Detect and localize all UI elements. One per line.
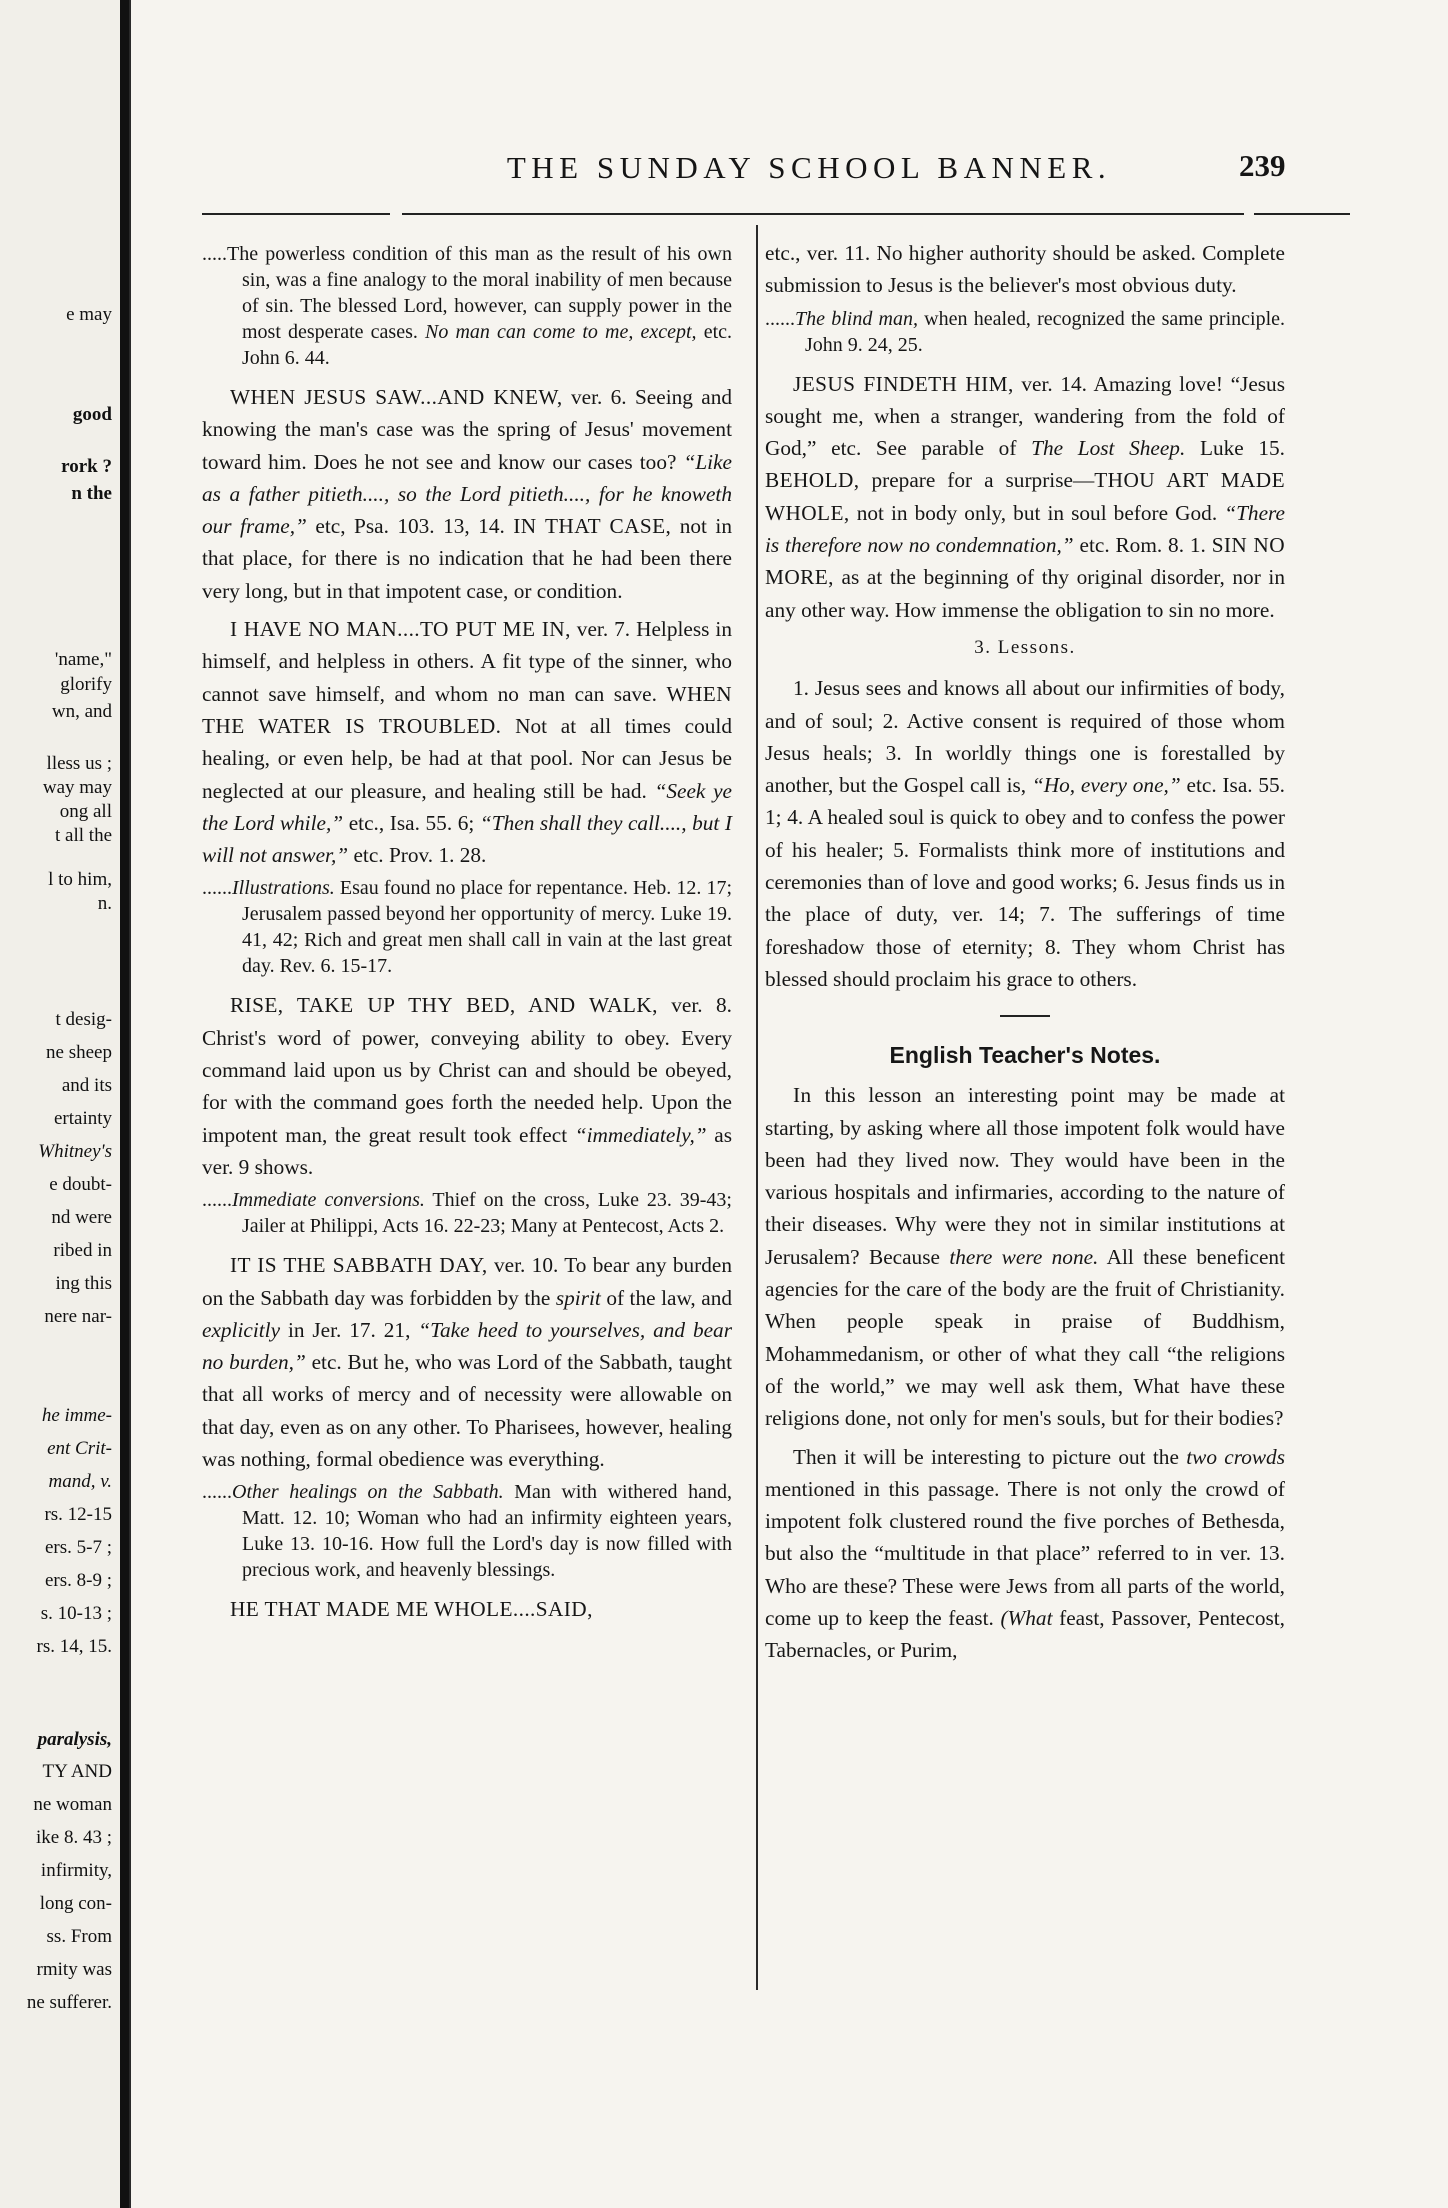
section-separator — [1000, 1015, 1050, 1017]
body-text: as ver. 9 shows. — [202, 1122, 733, 1179]
facing-page-line: and its — [61, 1075, 112, 1096]
note-text: .....The powerless condition of this man as the result of his own sin, was a fine analogy to the moral inability of men because of sin. The blessed Lord, however, can supply power in the most desperate cases. — [202, 243, 732, 343]
running-head: THE SUNDAY SCHOOL BANNER. — [506, 150, 1112, 185]
verse-heading: WHEN JESUS SAW...AND KNEW, — [230, 385, 563, 409]
header-rule-middle — [402, 213, 1244, 215]
body-text: ver. 14. Amazing love! “Jesus sought me, when a stranger, wandering from the fold of God,” etc. See parable of — [765, 371, 1285, 461]
verse-heading: WHEN THE WATER IS TROUBLED. — [202, 681, 732, 738]
body-text: 1. Jesus sees and knows all about our infirmities of body, and of soul; 2. Active consent is required of those whom Jesus heals; 3. In worldly things one is forestalled by another, but the Gospel call is, — [765, 676, 1285, 798]
note-blind-man — [765, 306, 1285, 358]
quotation: “Ho, every one,” — [1031, 773, 1181, 798]
emphasis: spirit — [555, 1285, 601, 1310]
header-rule-left — [202, 213, 390, 215]
note-italic: No man can come to me, except, — [425, 321, 697, 343]
note-text: when healed, recognized the same principle. John 9. 24, 25. — [805, 307, 1286, 356]
note-leader: ...... — [765, 307, 795, 330]
facing-page-line: rs. 14, 15. — [36, 1636, 112, 1657]
quotation: “Like as a father pitieth...., so the Lord pitieth...., for he knoweth our frame,” — [202, 449, 732, 539]
facing-page-line: 'name," — [54, 649, 112, 670]
facing-page-line: way may — [42, 777, 112, 798]
body-text: prepare for a surprise— — [871, 468, 1095, 493]
emphasis: there were none. — [949, 1244, 1099, 1269]
paragraph-rise — [202, 989, 732, 1183]
facing-page-line: infirmity, — [40, 1860, 112, 1881]
facing-page-line: mand, v. — [48, 1471, 112, 1492]
facing-page-line: ne sheep — [46, 1042, 112, 1063]
verse-heading: I HAVE NO MAN....TO PUT ME IN, — [230, 617, 571, 642]
note-text: Esau found no place for repentance. Heb. 12. 17; Jerusalem passed beyond her opportunity of mercy. Luke 19. 41, 42; Rich and great men shall call in vain at the last great day. Rev. 6. 15-17. — [242, 877, 732, 978]
note-leader: ...... — [202, 1189, 232, 1212]
facing-page-line: nd were — [51, 1207, 112, 1228]
facing-page-line: nere nar- — [44, 1306, 112, 1327]
paragraph-sabbath — [202, 1249, 732, 1475]
parable-title: The Lost Sheep. — [1031, 436, 1186, 461]
emphasis: two crowds — [1186, 1444, 1285, 1469]
verse-heading: JESUS FINDETH HIM, — [793, 371, 1014, 396]
body-text: ver. 7. Helpless in himself, and helpless in others. A fit type of the sinner, who cannot save himself, and whom no man can save. — [202, 617, 732, 706]
facing-page-line: ne woman — [33, 1794, 112, 1815]
facing-page-line: rmity was — [36, 1959, 112, 1980]
facing-page-line: ent Crit- — [47, 1438, 112, 1459]
body-text: mentioned in this passage. There is not only the crowd of impotent folk clustered round the five porches of Bethesda, but also the “multitude in that place” referred to in ver. 13. Who are these? These were Jews from all parts of the world, come up to keep the feast. — [765, 1476, 1285, 1630]
body-text: ver. 6. Seeing and knowing the man's case was the spring of Jesus' movement toward him. Does he not see and know our cases too? — [202, 385, 732, 474]
paragraph-when-jesus-saw — [202, 381, 732, 607]
body-text: Luke 15. — [1199, 436, 1285, 461]
facing-page-line: n the — [71, 483, 112, 504]
facing-page-line: lless us ; — [46, 753, 112, 774]
body-text: as at the beginning of thy original disorder, nor in any other way. How immense the obligation to sin no more. — [765, 565, 1286, 622]
note-italic: Illustrations. — [232, 877, 335, 900]
facing-page-line: ing this — [55, 1273, 112, 1294]
body-text: etc, Psa. 103. 13, 14. — [315, 514, 505, 539]
facing-page-line: ribed in — [53, 1240, 112, 1261]
body-text: etc. Isa. 55. 1; 4. A healed soul is quick to obey and to confess the power of his healer; 5. Formalists think more of institutions and ceremonies than of love and good works; 6. Jesus finds us in the place of duty, ver. 14; 7. The sufferings of time foreshadow those of eternity; 8. They whom Christ has blessed should proclaim his grace to others. — [765, 773, 1285, 991]
facing-page-line: s. 10-13 ; — [40, 1603, 112, 1624]
facing-page-line: ne sufferer. — [26, 1992, 112, 2013]
paragraph-teacher-notes-1 — [765, 1079, 1285, 1434]
note-italic: The blind man, — [795, 307, 918, 330]
page-edge — [129, 0, 131, 2208]
verse-heading: IT IS THE SABBATH DAY, — [230, 1253, 488, 1278]
note-immediate-conversions — [202, 1187, 732, 1239]
body-text: of the law, and — [606, 1285, 732, 1310]
note-other-healings — [202, 1479, 732, 1583]
emphasis: explicitly — [202, 1317, 281, 1342]
note-leader: ...... — [202, 877, 232, 900]
quotation: “immediately,” — [574, 1122, 707, 1147]
facing-page-line: e may — [66, 304, 112, 325]
facing-page-line: ike 8. 43 ; — [36, 1827, 112, 1848]
body-text: this lesson an interesting point may be made at starting, by asking where all those impotent folk would have been had they lived now. They would have been in the various hospitals and infirmaries, according to the nature of their diseases. Why were they not in similar institutions at Jerusalem? Because — [765, 1083, 1285, 1269]
body-text: in Jer. 17. 21, — [287, 1317, 411, 1342]
facing-page-line: ong all — [59, 801, 112, 822]
facing-page-line: glorify — [60, 674, 112, 695]
body-text: not in body only, but in soul before God. — [856, 500, 1218, 525]
body-text: etc. Rom. 8. 1. — [1079, 533, 1206, 558]
facing-page-line: wn, and — [51, 701, 112, 722]
quotation: “Then shall they call...., but I will not answer,” — [202, 810, 733, 868]
body-text: Then it will be interesting to picture out the — [793, 1444, 1179, 1469]
page-number: 239 — [1239, 148, 1286, 183]
facing-page-line: Whitney's — [38, 1141, 112, 1162]
book-page — [129, 0, 1448, 2208]
lessons-heading: 3. Lessons. — [974, 636, 1076, 658]
verse-heading: THOU ART MADE WHOLE, — [765, 468, 1285, 525]
note-italic: Other healings on the Sabbath. — [232, 1481, 504, 1504]
facing-page-line: ers. 5-7 ; — [44, 1537, 112, 1558]
facing-page-line: ss. From — [46, 1926, 112, 1947]
section-heading: English Teacher's Notes. — [889, 1042, 1161, 1069]
body-text: etc., Isa. 55. 6; — [348, 810, 475, 835]
left-column — [202, 237, 732, 1626]
quotation: “Seek ye the Lord while,” — [202, 778, 732, 835]
body-text: ver. 10. To bear any burden on the Sabbath day was forbidden by the — [202, 1253, 732, 1310]
right-column — [757, 237, 1285, 1667]
body-text: ver. 8. Christ's word of power, conveying ability to obey. Every command laid upon us by Christ can and should be obeyed, for with the command goes forth the needed help. Upon the impotent man, the great result took effect — [202, 993, 733, 1147]
body-text: not in that place, for there is no indication that he had been there very long, but in that impotent case, or condition. — [202, 514, 732, 603]
facing-page-line: rork ? — [61, 456, 112, 477]
body-text: etc. But he, who was Lord of the Sabbath, taught that all works of mercy and of necessity were allowable on that day, even as on any other. To Pharisees, however, healing was nothing, formal obedience was everything. — [202, 1350, 732, 1472]
facing-page-line: good — [72, 404, 112, 425]
book-gutter — [120, 0, 129, 2208]
paragraph-made-me-whole — [202, 1593, 732, 1625]
quotation: “There is therefore now no condemnation,” — [765, 500, 1285, 558]
facing-page-line: ers. 8-9 ; — [44, 1570, 112, 1591]
paragraph-teacher-notes-2 — [765, 1441, 1285, 1667]
facing-page-line: he imme- — [41, 1405, 112, 1426]
facing-page-line: paralysis, — [37, 1729, 112, 1750]
facing-page-line: t all the — [55, 825, 112, 846]
note-illustrations — [202, 875, 732, 979]
facing-page-fragment — [0, 0, 120, 2208]
facing-page-line: t desig- — [55, 1009, 112, 1030]
paragraph-continued — [765, 237, 1285, 302]
facing-page-line: e doubt- — [49, 1174, 112, 1195]
header-rule-right — [1254, 213, 1350, 215]
paragraph-no-man — [202, 613, 732, 871]
verse-heading: IN THAT CASE, — [513, 514, 672, 539]
body-text: etc., ver. 11. No higher authority should be asked. Complete submission to Jesus is the believer's most obvious duty. — [765, 241, 1285, 298]
note-text: etc. John 6. 44. — [242, 321, 733, 369]
note-leader: ...... — [202, 1481, 232, 1504]
emphasis: (What — [1000, 1605, 1053, 1630]
small-caps-opening: In — [793, 1083, 812, 1108]
quotation: “Take heed to yourselves, and bear no burden,” — [202, 1317, 732, 1375]
lessons-list — [765, 672, 1285, 995]
note-italic: Immediate conversions. — [232, 1189, 425, 1212]
body-text: feast, Passover, Pentecost, Tabernacles, or Purim, — [765, 1605, 1285, 1663]
note-text: Thief on the cross, Luke 23. 39-43; Jailer at Philippi, Acts 16. 22-23; Many at Pentecost, Acts 2. — [242, 1189, 732, 1238]
verse-heading: HE THAT MADE ME WHOLE....SAID, — [230, 1597, 593, 1622]
verse-heading: RISE, TAKE UP THY BED, AND WALK, — [230, 993, 658, 1018]
facing-page-line: rs. 12-15 — [44, 1504, 112, 1525]
facing-page-line: l to him, — [48, 869, 112, 890]
facing-page-line: long con- — [39, 1893, 112, 1914]
body-text: Not at all times could healing, or even help, be had at that pool. Nor can Jesus be neglected at our pleasure, and healing still be had. — [202, 713, 732, 803]
facing-page-line: n. — [97, 893, 112, 914]
paragraph-jesus-findeth — [765, 368, 1285, 626]
note-powerless — [202, 241, 732, 371]
body-text: All these beneficent agencies for the care of the body are the fruit of Christianity. When people speak in praise of Buddhism, Mohammedanism, or other of what they call “the religions of the world,” we may well ask them, What have these religions done, not only for men's souls, but for their bodies? — [765, 1244, 1285, 1431]
note-text: Man with withered hand, Matt. 12. 10; Woman who had an infirmity eighteen years, Luke 13. 10-16. How full the Lord's day is now filled with precious work, and heavenly blessings. — [242, 1481, 732, 1582]
body-text: etc. Prov. 1. 28. — [353, 843, 487, 868]
facing-page-line: ertainty — [53, 1108, 112, 1129]
verse-heading: BEHOLD, — [765, 468, 860, 493]
verse-heading: SIN NO MORE, — [765, 533, 1285, 590]
facing-page-line: TY AND — [42, 1761, 112, 1782]
